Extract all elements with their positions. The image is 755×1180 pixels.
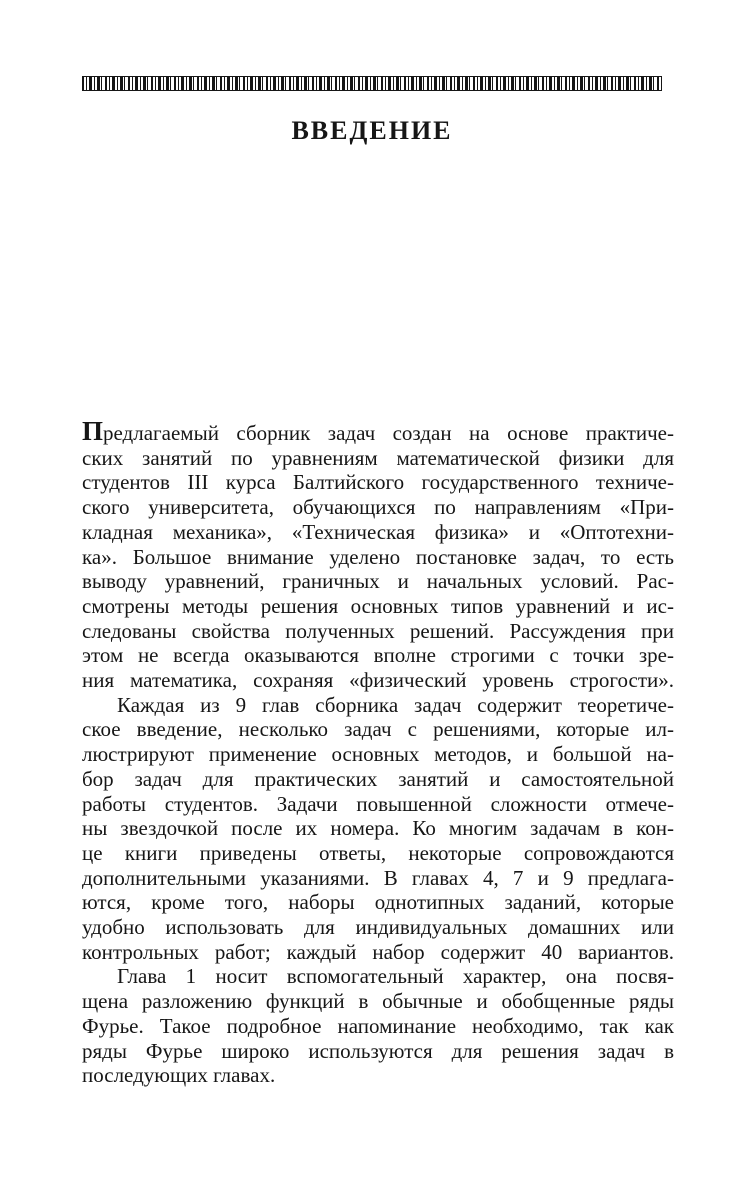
text-line: ны звездочкой после их номера. Ко многим задачам в кон- [82, 816, 674, 841]
text-line: этом не всегда оказываются вполне строгими с точки зре- [82, 643, 674, 668]
text-line: ряды Фурье широко используются для решения задач в [82, 1038, 674, 1063]
body-text [82, 416, 674, 1088]
barcode-ornament-icon [82, 76, 662, 91]
text-line: щена разложению функций в обычные и обобщенные ряды [82, 989, 674, 1014]
text-line: работы студентов. Задачи повышенной сложности отмече- [82, 791, 674, 816]
text-line: ются, кроме того, наборы однотипных заданий, которые [82, 890, 674, 915]
text-line: ское введение, несколько задач с решениями, которые ил- [82, 717, 674, 742]
paragraph [82, 964, 674, 1088]
text-line: люстрируют применение основных методов, и большой на- [82, 742, 674, 767]
text-line: ских занятий по уравнениям математической физики для [82, 445, 674, 470]
paragraph [82, 693, 674, 965]
text-line: студентов III курса Балтийского государственного техниче- [82, 470, 674, 495]
text-line: Фурье. Такое подробное напоминание необходимо, так как [82, 1013, 674, 1038]
text-line: Предлагаемый сборник задач создан на основе практиче- [82, 416, 674, 446]
text-line: ния математика, сохраняя «физический уровень строгости». [82, 668, 674, 693]
text-line: Глава 1 носит вспомогательный характер, она посвя- [117, 964, 674, 989]
text-line: контрольных работ; каждый набор содержит 40 вариантов. [82, 939, 674, 964]
text-line: следованы свойства полученных решений. Рассуждения при [82, 618, 674, 643]
text-line: кладная механика», «Техническая физика» и «Оптотехни- [82, 519, 674, 544]
text-line: Каждая из 9 глав сборника задач содержит теоретиче- [117, 692, 674, 717]
paragraph [82, 416, 674, 693]
text-line: смотрены методы решения основных типов уравнений и ис- [82, 593, 674, 618]
text-line: удобно использовать для индивидуальных домашних или [82, 915, 674, 940]
text-line: дополнительными указаниями. В главах 4, 7 и 9 предлага- [82, 865, 674, 890]
text-line: выводу уравнений, граничных и начальных условий. Рас- [82, 569, 674, 594]
text-line: последующих главах. [82, 1063, 276, 1088]
text-line: це книги приведены ответы, некоторые сопровождаются [82, 840, 674, 865]
drop-cap-letter: П [82, 416, 104, 446]
chapter-title: ВВЕДЕНИЕ [291, 116, 453, 145]
text-line: ского университета, обучающихся по направлениям «При- [82, 495, 674, 520]
text-line: ка». Большое внимание уделено постановке задач, то есть [82, 544, 674, 569]
text-line: бор задач для практических занятий и самостоятельной [82, 766, 674, 791]
